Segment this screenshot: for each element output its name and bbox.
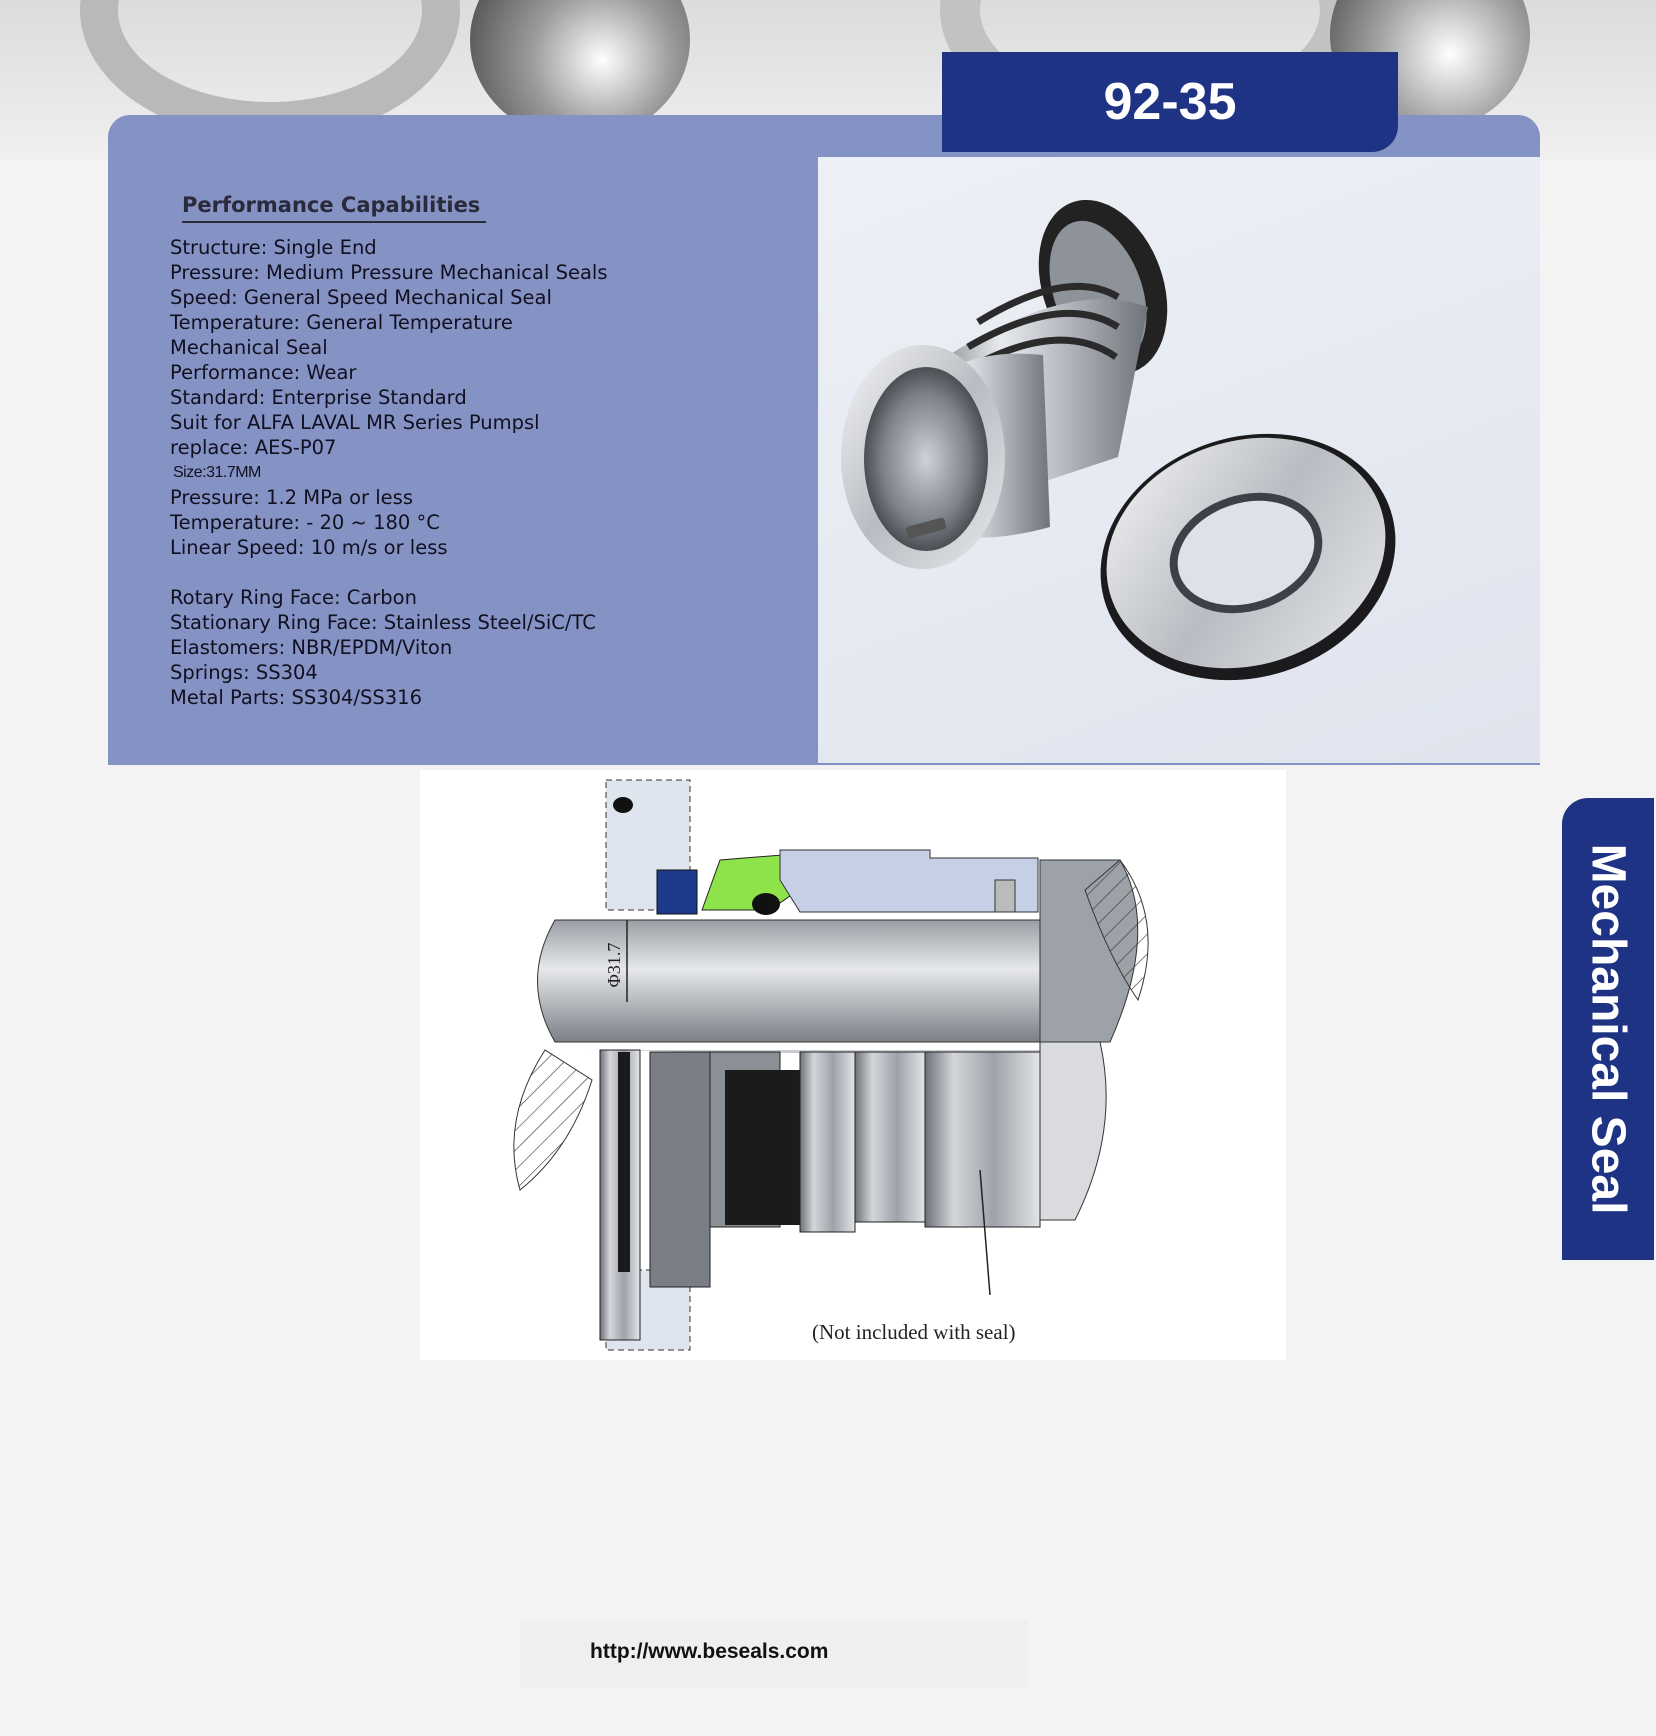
performance-capabilities bbox=[170, 193, 810, 710]
spec-line: Performance: Wear bbox=[170, 361, 357, 384]
cross-section-diagram bbox=[420, 770, 1286, 1360]
material-line: Metal Parts: SS304/SS316 bbox=[170, 686, 422, 709]
material-line: Stationary Ring Face: Stainless Steel/SiC/TC bbox=[170, 611, 596, 634]
spec-line: Structure: Single End bbox=[170, 236, 377, 259]
spec-line: Standard: Enterprise Standard bbox=[170, 386, 467, 409]
spec-line: Linear Speed: 10 m/s or less bbox=[170, 536, 448, 559]
spec-line: replace: AES-P07 bbox=[170, 436, 337, 459]
spec-line: Pressure: 1.2 MPa or less bbox=[170, 486, 413, 509]
spec-line: Temperature: - 20 ~ 180 °C bbox=[170, 511, 440, 534]
model-title-tab bbox=[942, 52, 1398, 152]
side-category-label: Mechanical Seal bbox=[1581, 843, 1635, 1215]
side-category-tab bbox=[1562, 798, 1654, 1260]
model-title: 92-35 bbox=[1103, 73, 1237, 131]
spec-line: Suit for ALFA LAVAL MR Series Pumpsl bbox=[170, 411, 540, 434]
spec-line: Mechanical Seal bbox=[170, 336, 328, 359]
stationary-seat-icon bbox=[1068, 397, 1427, 718]
material-line: Rotary Ring Face: Carbon bbox=[170, 586, 417, 609]
product-photo bbox=[818, 157, 1540, 763]
spec-line: Pressure: Medium Pressure Mechanical Seals bbox=[170, 261, 608, 284]
shaft-diameter-label: Φ31.7 bbox=[604, 942, 624, 988]
spec-heading: Performance Capabilities bbox=[182, 193, 486, 223]
material-line: Springs: SS304 bbox=[170, 661, 318, 684]
diagram-note: (Not included with seal) bbox=[812, 1320, 1016, 1344]
website-link[interactable]: http://www.beseals.com bbox=[590, 1640, 829, 1663]
spec-line: Temperature: General Temperature bbox=[170, 311, 513, 334]
spec-line: Speed: General Speed Mechanical Seal bbox=[170, 286, 552, 309]
spec-line: Size:31.7MM bbox=[173, 464, 261, 481]
material-line: Elastomers: NBR/EPDM/Viton bbox=[170, 636, 453, 659]
